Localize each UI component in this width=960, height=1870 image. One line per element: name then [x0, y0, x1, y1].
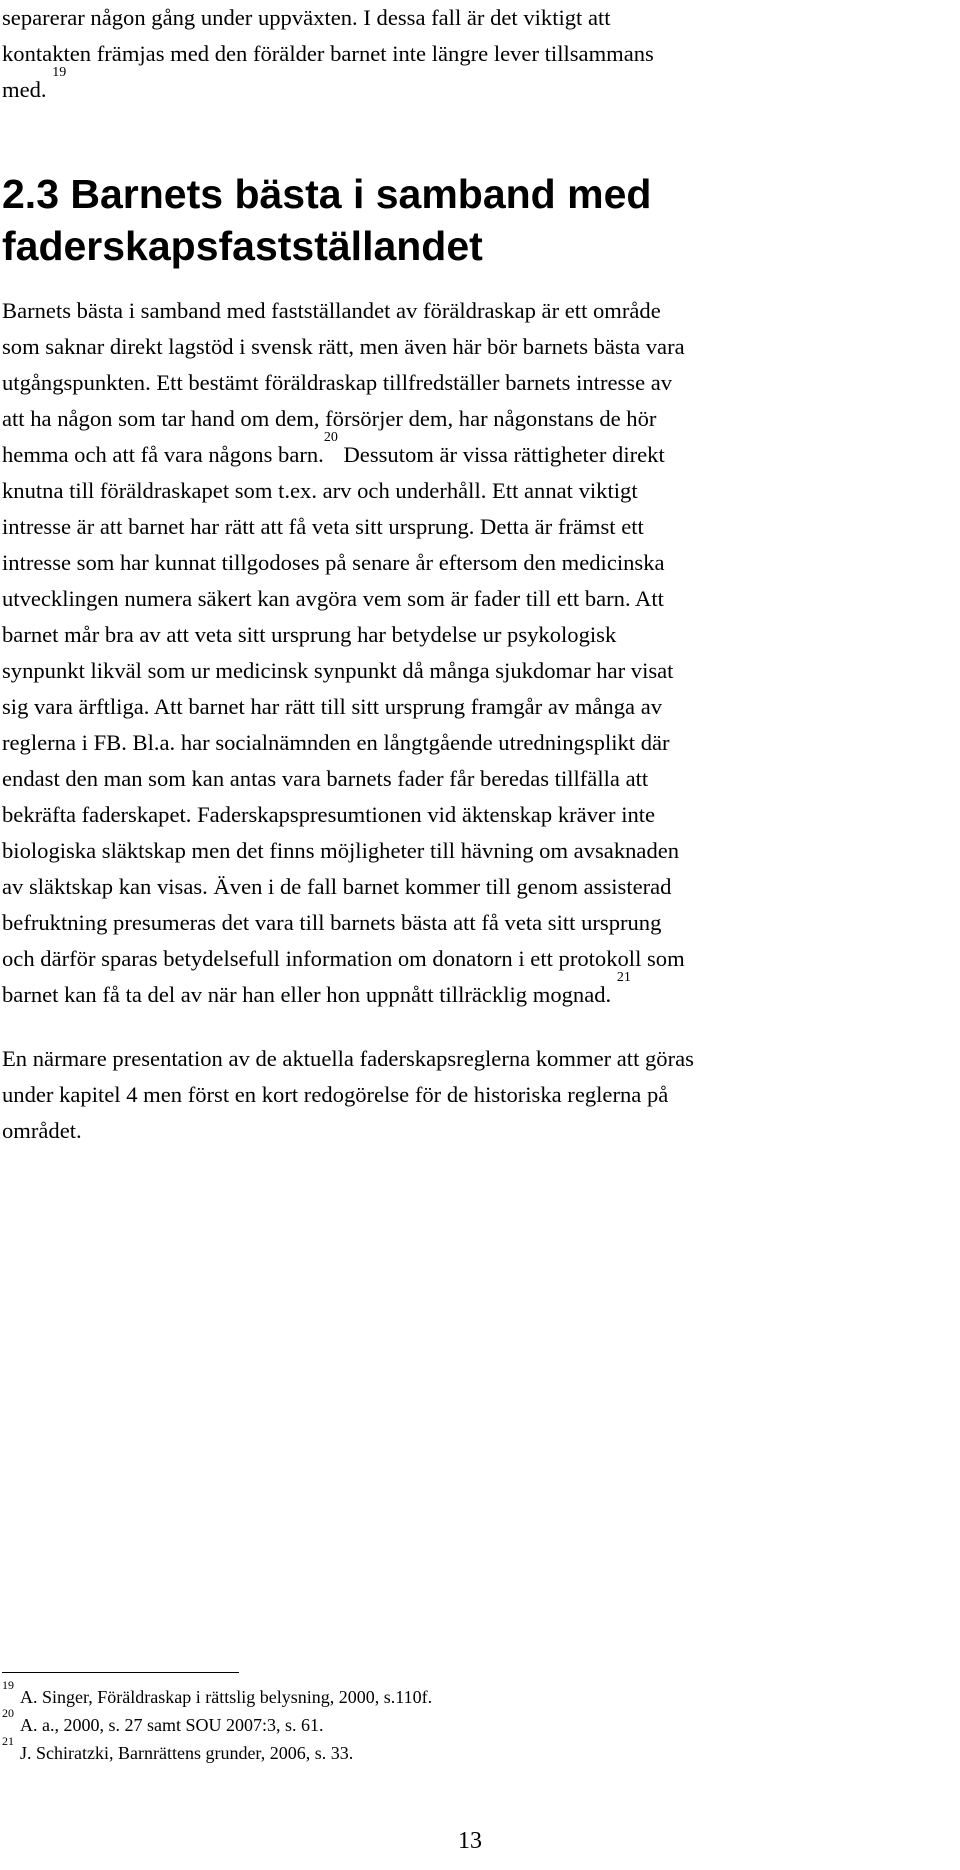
text-line: att ha någon som tar hand om dem, försörjer dem, har någonstans de hör: [2, 406, 657, 431]
footnote: [2, 1706, 432, 1739]
footnote-separator: [2, 1672, 239, 1673]
text-line: separerar någon gång under uppväxten. I dessa fall är det viktigt att: [2, 5, 611, 30]
footnote: [2, 1678, 433, 1711]
text-line: En närmare presentation av de aktuella faderskapsreglerna kommer att göras: [2, 1046, 694, 1071]
text-line: som saknar direkt lagstöd i svensk rätt, men även här bör barnets bästa vara: [2, 334, 685, 359]
footnote-ref[interactable]: 21: [616, 970, 631, 985]
continued-paragraph: [2, 0, 957, 108]
text-line: knutna till föräldraskapet som t.ex. arv och underhåll. Ett annat viktigt: [2, 478, 638, 503]
text-line: [2, 430, 957, 473]
text-line: av släktskap kan visas. Även i de fall barnet kommer till genom assisterad: [2, 874, 672, 899]
text-fragment: barnet kan få ta del av när han eller hon uppnått tillräcklig mognad.: [2, 982, 612, 1007]
page-number: 13: [458, 1828, 482, 1854]
text-line: barnet mår bra av att veta sitt ursprung har betydelse ur psykologisk: [2, 622, 617, 647]
body-paragraph: [2, 1041, 957, 1149]
text-line: under kapitel 4 men först en kort redogörelse för de historiska reglerna på: [2, 1082, 669, 1107]
footnote-text: A. Singer, Föräldraskap i rättslig belysning, 2000, s.110f.: [20, 1687, 433, 1707]
text-line: utgångspunkten. Ett bestämt föräldraskap tillfredställer barnets intresse av: [2, 370, 673, 395]
footnote-ref[interactable]: 20: [323, 430, 338, 445]
footnote-ref[interactable]: 19: [52, 65, 67, 80]
text-fragment: Dessutom är vissa rättigheter direkt: [337, 442, 665, 467]
text-line: endast den man som kan antas vara barnets fader får beredas tillfälla att: [2, 766, 649, 791]
text-fragment: hemma och att få vara någons barn.: [2, 442, 324, 467]
text-line: området.: [2, 1118, 82, 1143]
text-line: befruktning presumeras det vara till barnets bästa att få veta sitt ursprung: [2, 910, 662, 935]
text-line: biologiska släktskap men det finns möjligheter till hävning om avsaknaden: [2, 838, 680, 863]
text-line: synpunkt likväl som ur medicinsk synpunkt då många sjukdomar har visat: [2, 658, 674, 683]
text-line: Barnets bästa i samband med fastställandet av föräldraskap är ett område: [2, 298, 661, 323]
footnote-number: 19: [2, 1678, 14, 1692]
footnote-text: J. Schiratzki, Barnrättens grunder, 2006, s. 33.: [20, 1743, 354, 1763]
text-line: intresse är att barnet har rätt att få veta sitt ursprung. Detta är främst ett: [2, 514, 644, 539]
footnotes-section: [2, 1678, 433, 1767]
text-line: [2, 970, 957, 1013]
text-line: sig vara ärftliga. Att barnet har rätt till sitt ursprung framgår av många av: [2, 694, 663, 719]
text-line: intresse som har kunnat tillgodoses på senare år eftersom den medicinska: [2, 550, 665, 575]
footnote-text: A. a., 2000, s. 27 samt SOU 2007:3, s. 61.: [20, 1715, 324, 1735]
body-paragraph: [2, 293, 957, 1013]
section-heading: [2, 168, 952, 272]
text-line: bekräfta faderskapet. Faderskapspresumtionen vid äktenskap kräver inte: [2, 802, 656, 827]
text-line: utvecklingen numera säkert kan avgöra vem som är fader till ett barn. Att: [2, 586, 664, 611]
heading-line: 2.3 Barnets bästa i samband med: [2, 171, 652, 217]
heading-line: faderskapsfastställandet: [2, 223, 483, 269]
footnote: [2, 1734, 432, 1767]
text-line: kontakten främjas med den förälder barnet inte längre lever tillsammans: [2, 41, 654, 66]
footnote-number: 21: [2, 1734, 14, 1748]
text-line: [2, 65, 957, 108]
text-line: och därför sparas betydelsefull information om donatorn i ett protokoll som: [2, 946, 685, 971]
footnote-number: 20: [2, 1706, 14, 1720]
text-fragment: med.: [2, 77, 47, 102]
text-line: reglerna i FB. Bl.a. har socialnämnden en långtgående utredningsplikt där: [2, 730, 670, 755]
